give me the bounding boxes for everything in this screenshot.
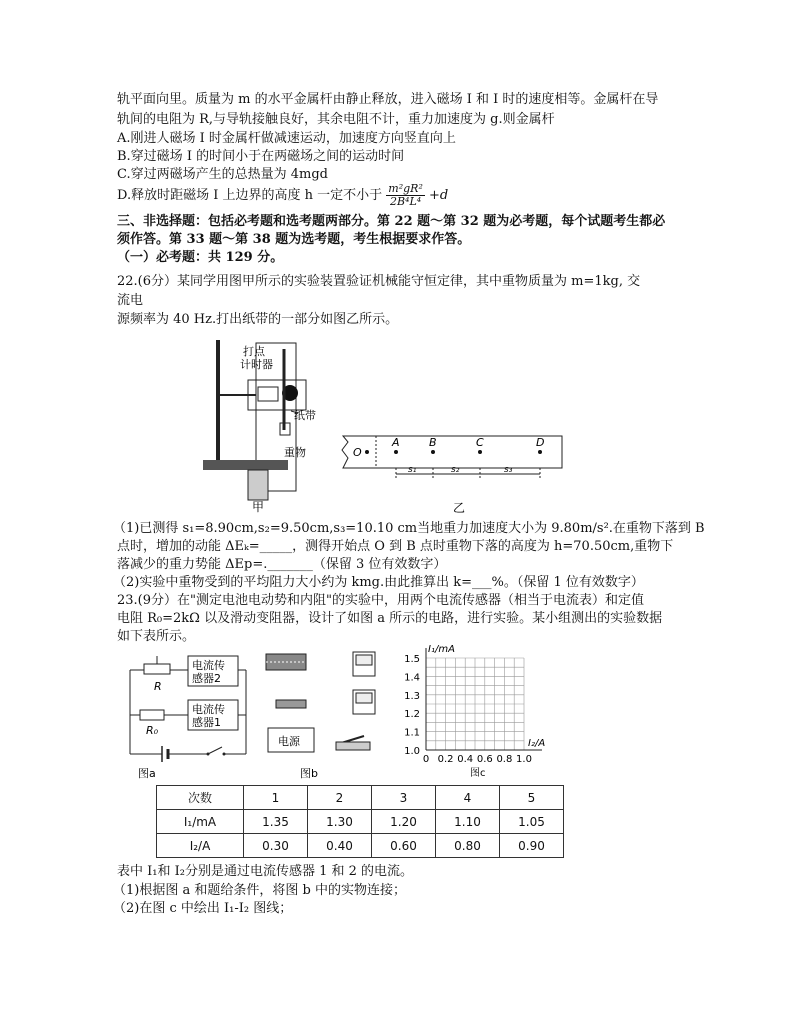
option-a: A.刚进人磁场 I 时金属杆做减速运动，加速度方向竖直向上 — [117, 131, 456, 146]
y-tick-label: 1.0 — [404, 746, 420, 757]
table-cell: 0.90 — [500, 834, 564, 858]
section-header-line1: 三、非选择题：包括必考题和选考题两部分。第 22 题～第 32 题为必考题，每个试题考生都必 — [117, 214, 666, 229]
section-header-line3: （一）必考题：共 129 分。 — [117, 250, 284, 265]
label-r0: R₀ — [146, 724, 159, 737]
table-row — [157, 786, 564, 810]
x-tick-label: 0.8 — [496, 754, 513, 765]
table-header-cell: 4 — [436, 786, 500, 810]
table-cell: 1.05 — [500, 810, 564, 834]
figure-components — [258, 648, 388, 783]
label-tape: 纸带 — [294, 409, 316, 422]
table-row — [157, 834, 564, 858]
q23-line3: 如下表所示。 — [117, 629, 196, 644]
q22-line3: 源频率为 40 Hz.打出纸带的一部分如图乙所示。 — [117, 312, 399, 327]
sensor2-label-1: 电流传 — [192, 659, 225, 672]
q22-line2: 流电 — [117, 293, 144, 308]
option-d-fraction — [386, 183, 425, 208]
option-c: C.穿过两磁场产生的总热量为 4mgd — [117, 167, 328, 182]
q22-part2: （2)实验中重物受到的平均阻力大小约为 kmg.由此推算出 k=___%。（保留 1 位有效数字） — [113, 575, 644, 590]
table-cell: 1.20 — [372, 810, 436, 834]
q23-note: 表中 I₁和 I₂分别是通过电流传感器 1 和 2 的电流。 — [117, 864, 414, 879]
sensor1-label-1: 电流传 — [192, 703, 225, 716]
sensor1-label-2: 感器1 — [192, 716, 221, 729]
table-header-cell: 2 — [308, 786, 372, 810]
x-axis-label: I₂/A — [528, 738, 546, 749]
table-cell: I₂/A — [157, 834, 244, 858]
y-axis-label: I₁/mA — [428, 644, 455, 655]
point-label-a: A — [392, 436, 400, 449]
q-prev-line1: 轨平面向里。质量为 m 的水平金属杆由静止释放，进入磁场 I 和 I 时的速度相等。金属杆在导 — [117, 92, 659, 107]
point-label-d: D — [536, 436, 545, 449]
x-tick-label: 1.0 — [516, 754, 532, 765]
option-b: B.穿过磁场 I 的时间小于在两磁场之间的运动时间 — [117, 149, 405, 164]
x-tick-label: 0.6 — [476, 754, 493, 765]
q23-step2: （2)在图 c 中绘出 I₁-I₂ 图线； — [113, 901, 293, 916]
y-tick-label: 1.4 — [404, 672, 420, 684]
label-timer-1: 打点 — [243, 345, 265, 358]
q23-step1: （1)根据图 a 和题给条件，将图 b 中的实物连接； — [113, 883, 406, 898]
q23-line2: 电阻 R₀=2kΩ 以及滑动变阻器，设计了如图 a 所示的电路，进行实验。某小组测出的实验数据 — [117, 611, 663, 626]
sensor2-label-2: 感器2 — [192, 672, 221, 685]
table-cell: 0.30 — [244, 834, 308, 858]
label-timer-2: 计时器 — [240, 358, 273, 371]
x-tick-label: 0.2 — [437, 754, 454, 765]
point-label-b: B — [429, 436, 437, 449]
option-d-text: D.释放时距磁场 I 上边界的高度 h 一定不小于 — [117, 188, 383, 203]
span-s1: s₁ — [408, 465, 417, 475]
fraction-denominator: 2B⁴L⁴ — [389, 195, 422, 208]
table-cell: 0.60 — [372, 834, 436, 858]
q22-part1-line2: 点时，增加的动能 ΔEₖ=_____，测得开始点 O 到 B 点时重物下落的高度为 h=70.50cm,重物下 — [117, 539, 674, 554]
table-cell: 1.35 — [244, 810, 308, 834]
y-tick-label: 1.5 — [404, 654, 420, 665]
section-header-line2: 须作答。第 33 题～第 38 题为选考题，考生根据要求作答。 — [117, 232, 471, 247]
y-tick-label: 1.3 — [404, 690, 420, 702]
figure-tape — [340, 428, 580, 516]
label-weight: 重物 — [284, 446, 306, 459]
table-header-cell: 1 — [244, 786, 308, 810]
table-cell: 1.10 — [436, 810, 500, 834]
table-cell: 0.40 — [308, 834, 372, 858]
point-label-c: C — [476, 436, 484, 449]
option-d-tail: +d — [429, 188, 449, 203]
q-prev-line2: 轨间的电阻为 R,与导轨接触良好，其余电阻不计，重力加速度为 g.则金属杆 — [117, 112, 555, 127]
table-header-cell: 5 — [500, 786, 564, 810]
caption-yi: 乙 — [453, 501, 466, 515]
table-header-cell: 3 — [372, 786, 436, 810]
table-row — [157, 810, 564, 834]
caption-fig-b: 图b — [300, 767, 318, 780]
option-d — [117, 183, 448, 209]
q23-line1: 23.(9分）在"测定电池电动势和内阻"的实验中，用两个电流传感器（相当于电流表）和定值 — [117, 593, 644, 608]
fraction-numerator: m²gR² — [388, 182, 423, 195]
caption-fig-a: 图a — [138, 767, 156, 780]
caption-fig-c: 图c — [470, 768, 486, 779]
figure-apparatus — [188, 335, 338, 515]
q22-line1: 22.(6分）某同学用图甲所示的实验装置验证机械能守恒定律，其中重物质量为 m=1kg, 交 — [117, 274, 641, 289]
y-tick-label: 1.2 — [404, 709, 420, 721]
table-cell: 1.30 — [308, 810, 372, 834]
x-tick-label: 0 — [422, 754, 430, 765]
figure-circuit — [118, 648, 258, 783]
span-s3: s₃ — [504, 465, 513, 475]
q22-part1-line1: （1)已测得 s₁=8.90cm,s₂=9.50cm,s₃=10.10 cm当地重力加速度大小为 9.80m/s².在重物下落到 B — [113, 521, 705, 536]
figure-grid-c — [398, 642, 568, 782]
source-label: 电源 — [278, 735, 300, 748]
caption-jia: 甲 — [252, 500, 265, 514]
span-s2: s₂ — [451, 465, 460, 475]
point-label-o: O — [353, 446, 362, 459]
table-cell: 0.80 — [436, 834, 500, 858]
data-table — [156, 785, 564, 858]
table-header-cell: 次数 — [157, 786, 244, 810]
q22-part1-line3: 落减少的重力势能 ΔEp=._______（保留 3 位有效数字） — [117, 557, 447, 572]
label-r: R — [154, 680, 162, 693]
table-cell: I₁/mA — [157, 810, 244, 834]
x-tick-label: 0.4 — [457, 754, 474, 765]
y-tick-label: 1.1 — [404, 727, 420, 739]
